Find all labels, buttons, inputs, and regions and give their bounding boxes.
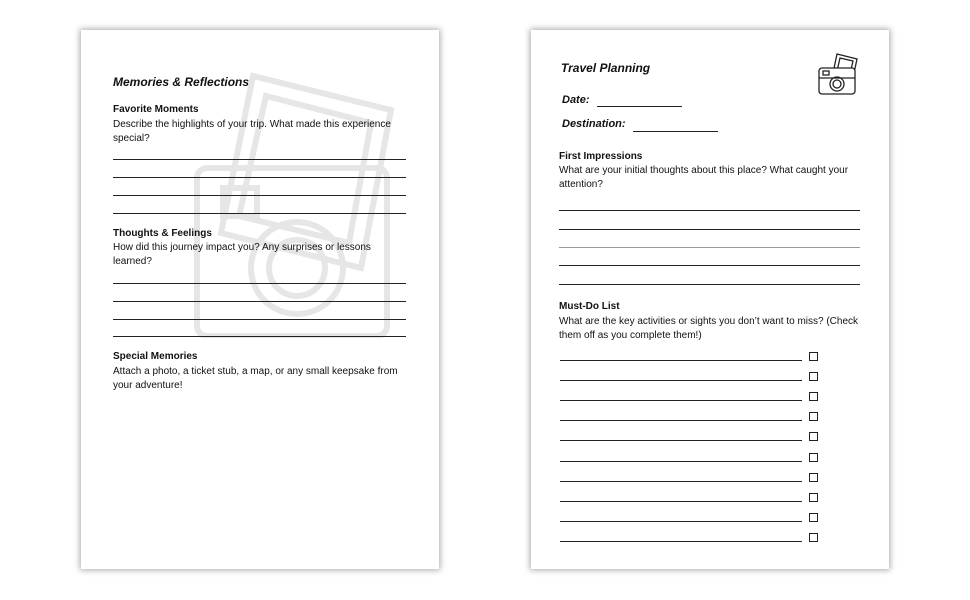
must-do-item-line[interactable]	[560, 501, 802, 502]
writing-line[interactable]	[113, 301, 406, 302]
must-do-checkbox[interactable]	[809, 453, 818, 462]
special-memories-prompt: Attach a photo, a ticket stub, a map, or any small keepsake from your adventure!	[113, 366, 398, 391]
writing-line[interactable]	[559, 284, 860, 285]
must-do-item-line[interactable]	[560, 360, 802, 361]
must-do-item-line[interactable]	[560, 541, 802, 542]
destination-field[interactable]	[633, 131, 718, 132]
left-journal-page	[81, 30, 439, 569]
writing-line[interactable]	[113, 213, 406, 214]
date-field[interactable]	[597, 106, 682, 107]
camera-photo-icon	[817, 52, 859, 96]
must-do-item-line[interactable]	[560, 461, 802, 462]
writing-line[interactable]	[113, 336, 406, 337]
camera-watermark-icon	[191, 68, 401, 338]
must-do-checkbox[interactable]	[809, 533, 818, 542]
must-do-item-line[interactable]	[560, 481, 802, 482]
writing-line[interactable]	[113, 177, 406, 178]
must-do-item-line[interactable]	[560, 380, 802, 381]
writing-line[interactable]	[113, 195, 406, 196]
thoughts-feelings-heading: Thoughts & Feelings	[113, 228, 212, 239]
must-do-checkbox[interactable]	[809, 372, 818, 381]
right-journal-page	[531, 30, 889, 569]
must-do-checkbox[interactable]	[809, 513, 818, 522]
favorite-moments-heading: Favorite Moments	[113, 104, 199, 115]
favorite-moments-prompt: Describe the highlights of your trip. What made this experience special?	[113, 119, 391, 144]
must-do-checkbox[interactable]	[809, 352, 818, 361]
writing-line[interactable]	[559, 247, 860, 248]
writing-line[interactable]	[113, 159, 406, 160]
must-do-heading: Must-Do List	[559, 301, 620, 312]
date-label: Date:	[562, 94, 590, 106]
destination-label: Destination:	[562, 118, 626, 130]
must-do-item-line[interactable]	[560, 440, 802, 441]
first-impressions-prompt: What are your initial thoughts about this place? What caught your attention?	[559, 165, 849, 190]
writing-line[interactable]	[559, 229, 860, 230]
writing-line[interactable]	[559, 210, 860, 211]
must-do-checkbox[interactable]	[809, 493, 818, 502]
special-memories-heading: Special Memories	[113, 351, 198, 362]
must-do-checkbox[interactable]	[809, 392, 818, 401]
page-title: Travel Planning	[561, 61, 651, 75]
must-do-item-line[interactable]	[560, 420, 802, 421]
must-do-item-line[interactable]	[560, 521, 802, 522]
thoughts-feelings-prompt: How did this journey impact you? Any surprises or lessons learned?	[113, 242, 371, 267]
writing-line[interactable]	[559, 265, 860, 266]
writing-line[interactable]	[113, 319, 406, 320]
first-impressions-heading: First Impressions	[559, 151, 643, 162]
must-do-checkbox[interactable]	[809, 473, 818, 482]
must-do-item-line[interactable]	[560, 400, 802, 401]
writing-line[interactable]	[113, 283, 406, 284]
page-title: Memories & Reflections	[113, 75, 250, 89]
must-do-prompt: What are the key activities or sights you don’t want to miss? (Check them off as you complete them!)	[559, 316, 859, 341]
must-do-checkbox[interactable]	[809, 432, 818, 441]
must-do-checkbox[interactable]	[809, 412, 818, 421]
